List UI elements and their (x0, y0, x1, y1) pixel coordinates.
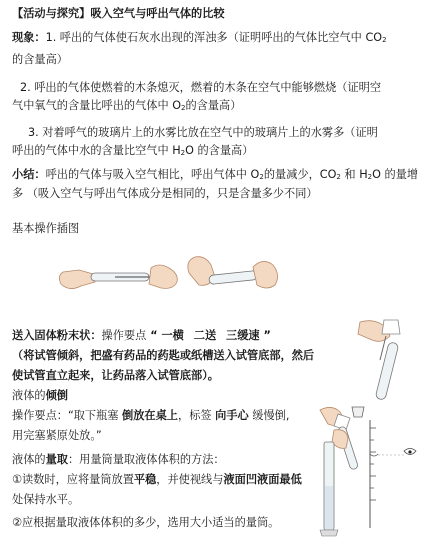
phenomena-line-3b (12, 143, 253, 161)
solid-quote-close: ” (263, 329, 271, 342)
summary-line-1 (12, 167, 418, 185)
measure-bold-2: 液面凹液面最低 (223, 473, 302, 486)
pour-title-pre: 液体的 (12, 389, 46, 402)
solid-key-1: 一横 (161, 329, 184, 342)
summary-and: 和 (344, 168, 356, 181)
test-tube-icon (375, 342, 399, 401)
pour-text-post: 缓慢倒, (252, 409, 290, 422)
formula-co2: CO (365, 31, 383, 44)
pour-title (12, 388, 68, 404)
pour-bold-1: 倒放在桌上 (122, 409, 178, 422)
phenomena-line-1 (12, 30, 387, 48)
phenomena-3b-pre: 呼出的气体中水的含量比空气中 (12, 144, 169, 157)
title-text: 吸入空气与呼出气体的比较 (90, 7, 225, 20)
formula-o: O (372, 168, 381, 181)
formula-subscript: 2 (382, 36, 387, 44)
summary-label: 小结： (12, 168, 46, 181)
measure-title (12, 452, 225, 468)
right-hand-icon (149, 265, 177, 288)
solid-line-3: 使试管直立起来，让药品落入试管底部）。 (12, 369, 219, 382)
solid-line-2: （将试管倾斜，把盛有药品的药匙或纸槽送入试管底部，然后 (12, 349, 315, 362)
solid-text: 操作要点 (101, 329, 147, 342)
section-title (12, 6, 225, 22)
test-tube-insert-illustration (55, 252, 195, 302)
measure-line-3: ②应根据量取液体体积的多少，选用大小适当的量筒。 (12, 516, 280, 529)
formula-co2: CO (319, 168, 337, 181)
left-hand-icon (59, 270, 95, 289)
pour-line-1 (12, 408, 289, 424)
cylinder-pouring-illustration (318, 428, 354, 538)
formula-subscript: 2 (336, 173, 341, 181)
measure-title-post: ：用量筒量取液体体积的方法： (67, 453, 225, 466)
measure-text-mid: ，并使视线与 (156, 473, 224, 486)
phenomena-line-2b (12, 98, 241, 116)
pour-text-pre: 操作要点：“取下瓶塞 (12, 409, 119, 422)
measure-text-pre: ①读数时，应将量筒放置 (12, 473, 134, 486)
phenomena-line-1b: 的含量高） (12, 53, 68, 66)
bottle-icon (382, 320, 400, 334)
summary-text-mid: 的量减少， (263, 168, 320, 181)
formula-h: H (359, 168, 368, 181)
formula-o2: O (172, 99, 182, 112)
measure-title-bold: 量取 (45, 453, 68, 466)
test-tube-icon (209, 271, 258, 285)
graduated-cylinder-illustration (350, 418, 420, 538)
solid-quote-open: “ (150, 329, 158, 342)
formula-o: O (185, 144, 194, 157)
formula-h: H (172, 144, 181, 157)
phenomena-label: 现象： (12, 31, 46, 44)
summary-text-pre: 呼出的气体与吸入空气相比，呼出气体中 (45, 168, 247, 181)
solid-key-3: 三缓速 (226, 329, 260, 342)
measure-bold-1: 平稳 (133, 473, 157, 486)
phenomena-line-3: 3. 对着呼气的玻璃片上的水雾比放在空气中的玻璃片上的水雾多（证明 (28, 126, 378, 139)
pour-bold-2: 向手心 (215, 409, 249, 422)
summary-text-post: 的量增 (384, 168, 419, 181)
measure-line-1 (12, 472, 302, 488)
measure-line-2: 处保持水平。 (12, 493, 80, 506)
right-hand-icon (253, 261, 278, 288)
measure-title-pre: 液体的 (12, 453, 46, 466)
formula-subscript: 2 (181, 104, 186, 112)
pour-line-2: 用完塞紧原处放。” (12, 429, 102, 442)
basic-ops-title: 基本操作插图 (12, 222, 80, 235)
summary-line-2: 多 （吸入空气与呼出气体成分是相同的，只是含量多少不同） (12, 187, 318, 200)
phenomena-2b-pre: 气中氧气的含量比呼出的气体中 (12, 99, 169, 112)
phenomena-2b-post: 的含量高） (185, 99, 242, 112)
test-tube-rotate-illustration (183, 247, 283, 303)
phenomena-line-2: 2. 呼出的气体使燃着的木条熄灭，燃着的木条在空气中能够燃烧（证明空 (20, 81, 382, 94)
formula-o2: O (250, 168, 260, 181)
phenomena-3b-post: 的含量高） (197, 144, 254, 157)
solid-key-2: 二送 (193, 329, 217, 342)
powder-loading-illustration (340, 316, 420, 406)
title-bracket-label: 【活动与探究】 (12, 7, 91, 20)
pour-title-bold: 倾倒 (45, 389, 68, 402)
formula-subscript: 2 (259, 173, 264, 181)
formula-subscript: 2 (180, 149, 186, 157)
solid-label: 送入固体粉末状： (12, 329, 102, 342)
formula-subscript: 2 (367, 173, 373, 181)
solid-line-1 (12, 328, 271, 344)
pour-text-mid: ，标签 (178, 409, 212, 422)
phenomena-1-text: 1. 呼出的气体使石灰水出现的浑浊多（证明呼出的气体比空气中 (45, 31, 362, 44)
